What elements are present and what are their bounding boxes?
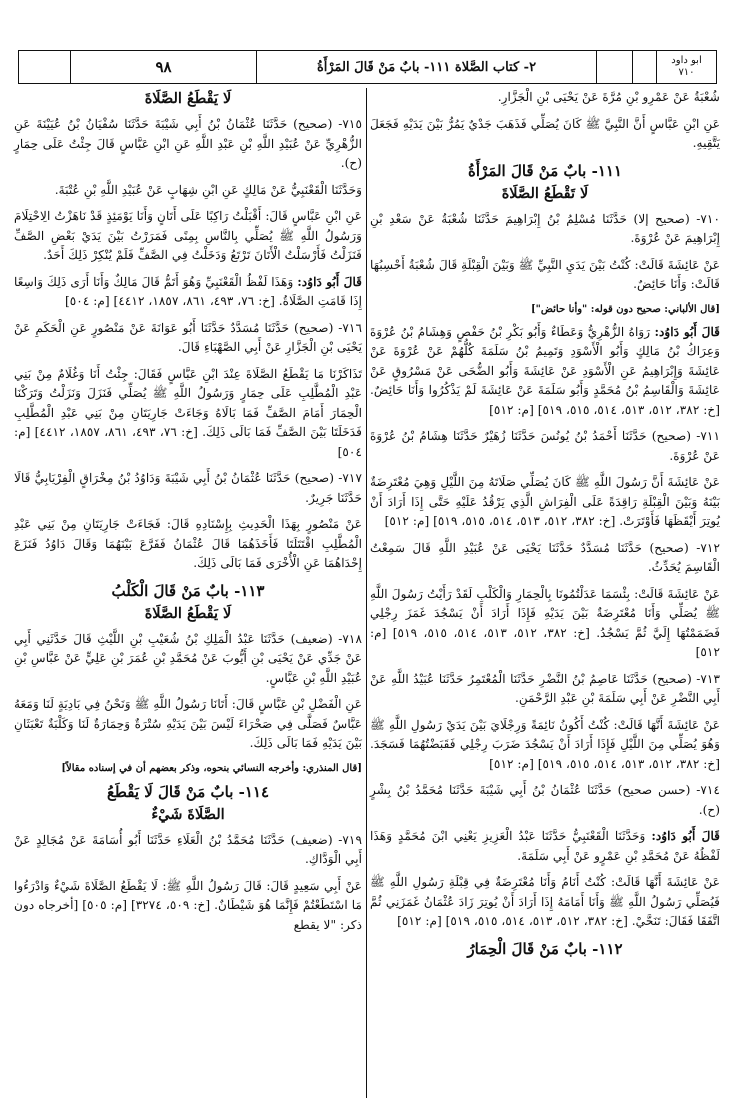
header-empty-cell <box>632 51 656 83</box>
chapter-title: ١١١- بابٌ مَنْ قَالَ المَرْأَةُ <box>468 161 622 180</box>
hadith-chain: وَحَدَّثَنَا الْقَعْنَبِيُّ عَنْ مَالِكٍ عَنِ ابْنِ شِهَابٍ عَنْ عُبَيْدِ اللَّهِ بْنِ عُتْبَةَ. <box>54 182 362 197</box>
header-hadith-range: ٧١٠ <box>678 67 695 78</box>
header-empty-cell <box>19 51 70 83</box>
chapter-title: ١١٤- بابٌ مَنْ قَالَ لَا يَقْطَعُ <box>106 782 270 801</box>
footnote: [قال المنذري: وأخرجه النسائي بنحوه، وذكر بعضهم أن في إسناده مقالاً] <box>61 762 362 774</box>
hadith-text: عَنِ ابْنِ عَبَّاسٍ قَالَ: أَقْبَلْتُ رَاكِبًا عَلَى أَتَانٍ وَأَنَا يَوْمَئِذٍ قَدْ نَاهَزْتُ الِاحْتِلَامَ وَرَسُولُ اللَّهِ ﷺ يُصَلِّي بِالنَّاسِ بِمِنًى فَمَرَرْتُ بَيْنَ يَدَيْ بَعْضِ الصَّفِّ فَنَزَلْتُ فَأَرْسَلْتُ الْأَتَانَ تَرْتَعُ وَدَخَلْتُ فِي الصَّفِّ فَلَمْ يُنْكِرْ ذَلِكَ أَحَدٌ. <box>14 209 362 262</box>
page-header <box>18 50 717 84</box>
hadith-text: عَنْ عَائِشَةَ قَالَتْ: كُنْتُ بَيْنَ يَدَيِ النَّبِيِّ ﷺ وَبَيْنَ الْقِبْلَةِ قَالَ شُعْبَةُ أَحْسِبُهَا قَالَتْ: وَأَنَا حَائِضٌ. <box>370 257 720 291</box>
commentary-text: وَحَدَّثَنَا الْقَعْنَبِيُّ حَدَّثَنَا عَبْدُ الْعَزِيزِ يَعْنِي ابْنَ مُحَمَّدٍ وَهَذَا لَفْظُهُ عَنْ مُحَمَّدِ بْنِ عَمْرٍو عَنْ أَبِي سَلَمَةَ. <box>370 829 720 863</box>
hadith-chain: ٧١٢- (صحيح) حَدَّثَنَا مُسَدَّدٌ حَدَّثَنَا يَحْيَى عَنْ عُبَيْدِ اللَّهِ قَالَ سَمِعْتُ الْقَاسِمَ يُحَدِّثُ. <box>370 540 720 574</box>
hadith-chain: ٧١٨- (ضعيف) حَدَّثَنَا عَبْدُ الْمَلِكِ بْنُ شُعَيْبِ بْنِ اللَّيْثِ قَالَ حَدَّثَنِي أَبِي عَنْ جَدِّي عَنْ يَحْيَى بْنِ أَيُّوبَ عَنْ مُحَمَّدِ بْنِ عُمَرَ بْنِ عَلِيٍّ عَنْ عَبَّاسِ بْنِ عُبَيْدِ اللَّهِ بْنِ عَبَّاسٍ. <box>14 631 362 685</box>
chapter-title: ١١٢- بابٌ مَنْ قَالَ الْحِمَارُ <box>467 939 623 958</box>
chapter-title: ١١٣- بابٌ مَنْ قَالَ الْكَلْبُ <box>111 581 265 600</box>
commentary-text: وَهَذَا لَفْظُ الْقَعْنَبِيِّ وَهُوَ أَتَمُّ قَالَ مَالِكٌ وَأَنَا أَرَى ذَلِكَ وَاسِعًا إِذَا قَامَتِ الصَّلَاةُ. [خ: ٧٦، ٤٩٣، ٨٦١، ١٨٥٧، ٤٤١٢] [م: ٥٠٤] <box>14 274 362 308</box>
header-book-name: ابو داود <box>671 55 702 66</box>
abu-dawud-label: قَالَ أَبُو دَاوُد: <box>651 829 720 843</box>
paragraph: شُعْبَةُ عَنْ عَمْرِو بْنِ مُرَّةَ عَنْ يَحْيَى بْنِ الْجَزَّارِ. <box>497 90 720 104</box>
commentary <box>370 827 720 866</box>
hadith-text: عَنْ عَائِشَةَ أَنَّهَا قَالَتْ: كُنْتُ أَكُونُ نَائِمَةً وَرِجْلَايَ بَيْنَ يَدَيْ رَسُولِ اللَّهِ ﷺ وَهُوَ يُصَلِّي مِنَ اللَّيْلِ فَإِذَا أَرَادَ أَنْ يَسْجُدَ ضَرَبَ رِجْلِي فَقَبَضْتُهُمَا فَسَجَدَ. [خ: ٣٨٢، ٥١٢، ٥١٣، ٥١٤، ٥١٥، ٥١٩] [م: ٥١٢] <box>370 717 720 771</box>
page-number: ٩٨ <box>70 51 256 83</box>
abu-dawud-label: قَالَ أَبُو دَاوُد: <box>654 324 720 339</box>
paragraph: عَنِ ابْنِ عَبَّاسٍ أَنَّ النَّبِيَّ ﷺ كَانَ يُصَلِّي فَذَهَبَ جَدْيٌ يَمُرُّ بَيْنَ يَدَيْهِ فَجَعَلَ يَتَّقِيهِ. <box>370 116 720 150</box>
hadith-chain: ٧١٥- (صحيح) حَدَّثَنَا عُثْمَانُ بْنُ أَبِي شَيْبَةَ حَدَّثَنَا سُفْيَانُ بْنُ عُيَيْنَةَ عَنِ الزُّهْرِيِّ عَنْ عُبَيْدِ اللَّهِ بْنِ عَبْدِ اللَّهِ عَنِ ابْنِ عَبَّاسٍ قَالَ جِئْتُ عَلَى حِمَارٍ (ح). <box>14 117 362 170</box>
hadith-text: عَنْ عَائِشَةَ قَالَتْ: بِئْسَمَا عَدَلْتُمُونَا بِالْحِمَارِ وَالْكَلْبِ لَقَدْ رَأَيْتُ رَسُولَ اللَّهِ ﷺ يُصَلِّي وَأَنَا مُعْتَرِضَةٌ بَيْنَ يَدَيْهِ فَإِذَا أَرَادَ أَنْ يَسْجُدَ غَمَزَ رِجْلِي فَضَمَمْتُهَا إِلَيَّ ثُمَّ يَسْجُدُ. [خ: ٣٨٢، ٥١٢، ٥١٣، ٥١٤، ٥١٥، ٥١٩] [م: ٥١٢] <box>370 586 721 659</box>
header-book-cell <box>656 51 716 83</box>
hadith-chain: ٧١٧- (صحيح) حَدَّثَنَا عُثْمَانُ بْنُ أَبِي شَيْبَةَ وَدَاوُدُ بْنُ مِخْرَاقٍ الْفِرْيَابِيُّ قَالَا حَدَّثَنَا جَرِيرٌ. <box>14 471 362 505</box>
chapter-subtitle: لَا يَقْطَعُ الصَّلَاةَ <box>144 90 232 107</box>
hadith-chain: ٧١٩- (ضعيف) حَدَّثَنَا مُحَمَّدُ بْنُ الْعَلَاءِ حَدَّثَنَا أَبُو أُسَامَةَ عَنْ مُجَالِدٍ عَنْ أَبِي الْوَدَّاكِ. <box>14 832 362 866</box>
hadith-text: عَنْ عَائِشَةَ أَنَّهَا قَالَتْ: كُنْتُ أَنَامُ وَأَنَا مُعْتَرِضَةٌ فِي قِبْلَةِ رَسُولِ اللَّهِ ﷺ فَيُصَلِّي رَسُولُ اللَّهِ ﷺ وَأَنَا أَمَامَهُ إِذَا أَرَادَ أَنْ يُوتِرَ زَادَ عُثْمَانُ غَمَزَنِي ثُمَّ اتَّفَقَا فَقَالَ: تَنَحَّيْ. [خ: ٣٨٢، ٥١٢، ٥١٣، ٥١٤، ٥١٥، ٥١٩] [م: ٥١٢] <box>370 875 720 928</box>
hadith-text: عَنِ الْفَضْلِ بْنِ عَبَّاسٍ قَالَ: أَتَانَا رَسُولُ اللَّهِ ﷺ وَنَحْنُ فِي بَادِيَةٍ لَنَا وَمَعَهُ عَبَّاسٌ فَصَلَّى فِي صَحْرَاءَ لَيْسَ بَيْنَ يَدَيْهِ سُتْرَةٌ وَحِمَارَةٌ لَنَا وَكَلْبَةٌ تَعْبَثَانِ بَيْنَ يَدَيْهِ فَمَا بَالَى ذَلِكَ. <box>14 697 362 750</box>
header-title: ٢- كتاب الصَّلاة ١١١- بابٌ مَنْ قَالَ المَرْأَةُ <box>256 51 596 83</box>
hadith-chain: ٧١٣- (صحيح) حَدَّثَنَا عَاصِمُ بْنُ النَّضْرِ حَدَّثَنَا الْمُعْتَمِرُ حَدَّثَنَا عُبَيْدُ اللَّهِ عَنْ أَبِي النَّضْرِ عَنْ أَبِي سَلَمَةَ بْنِ عَبْدِ الرَّحْمَنِ. <box>370 671 720 705</box>
hadith-chain: ٧١١- (صحيح) حَدَّثَنَا أَحْمَدُ بْنُ يُونُسَ حَدَّثَنَا زُهَيْرٌ حَدَّثَنَا هِشَامُ بْنُ عُرْوَةَ عَنْ عُرْوَةَ. <box>370 429 720 463</box>
hadith-text: عَنْ عَائِشَةَ أَنَّ رَسُولَ اللَّهِ ﷺ كَانَ يُصَلِّي صَلَاتَهُ مِنَ اللَّيْلِ وَهِيَ مُعْتَرِضَةٌ بَيْنَهُ وَبَيْنَ الْقِبْلَةِ رَاقِدَةً عَلَى الْفِرَاشِ الَّذِي يَرْقُدُ عَلَيْهِ حَتَّى إِذَا أَرَادَ أَنْ يُوتِرَ أَيْقَظَهَا فَأَوْتَرَتْ. [خ: ٣٨٢، ٥١٢، ٥١٣، ٥١٤، ٥١٥، ٥١٩] [م: ٥١٢] <box>370 475 720 528</box>
hadith-chain: ٧١٠- (صحيح إلا) حَدَّثَنَا مُسْلِمُ بْنُ إِبْرَاهِيمَ حَدَّثَنَا شُعْبَةُ عَنْ سَعْدِ بْنِ إِبْرَاهِيمَ عَنْ عُرْوَةَ. <box>370 211 720 245</box>
hadith-chain: ٧١٦- (صحيح) حَدَّثَنَا مُسَدَّدٌ حَدَّثَنَا أَبُو عَوَانَةَ عَنْ مَنْصُورٍ عَنِ الْحَكَمِ عَنْ يَحْيَى بْنِ الْجَزَّارِ عَنْ أَبِي الصَّهْبَاءِ قَالَ. <box>14 320 362 354</box>
left-column <box>14 88 362 942</box>
column-divider <box>366 88 367 1098</box>
header-empty-cell <box>596 51 632 83</box>
chapter-subtitle: لَا تَقْطَعُ الصَّلَاةَ <box>501 184 589 202</box>
commentary <box>370 323 720 421</box>
right-column <box>370 88 720 961</box>
chapter-subtitle: لَا يَقْطَعُ الصَّلَاةَ <box>144 604 232 622</box>
hadith-text: عَنْ أَبِي سَعِيدٍ قَالَ: قَالَ رَسُولُ اللَّهِ ﷺ: لَا يَقْطَعُ الصَّلَاةَ شَيْءٌ وَادْرَءُوا مَا اسْتَطَعْتُمْ فَإِنَّمَا هُوَ شَيْطَانٌ. [خ: ٥٠٩، ٣٢٧٤] [م: ٥٠٥] [أخرجاه دون ذكر: "لا يقطع <box>14 878 362 932</box>
footnote: [قال الألباني: صحيح دون قوله: "وأنا حائض"] <box>530 303 720 315</box>
hadith-text: تَذَاكَرْنَا مَا يَقْطَعُ الصَّلَاةَ عِنْدَ ابْنِ عَبَّاسٍ فَقَالَ: جِئْتُ أَنَا وَغُلَامٌ مِنْ بَنِي عَبْدِ الْمُطَّلِبِ عَلَى حِمَارٍ وَرَسُولُ اللَّهِ ﷺ يُصَلِّي فَنَزَلَ وَنَزَلْتُ وَتَرَكْنَا الْحِمَارَ أَمَامَ الصَّفِّ فَمَا بَالَاهُ وَجَاءَتْ جَارِيَتَانِ مِنْ بَنِي عَبْدِ الْمُطَّلِبِ فَدَخَلَتَا بَيْنَ الصَّفِّ فَمَا بَالَى ذَلِكَ. [خ: ٧٦، ٤٩٣، ٨٦١، ١٨٥٧، ٤٤١٢] [م: ٥٠٤] <box>14 366 363 459</box>
commentary <box>14 273 362 312</box>
commentary-text: رَوَاهُ الزُّهْرِيُّ وَعَطَاءٌ وَأَبُو بَكْرِ بْنُ حَفْصٍ وَهِشَامُ بْنُ عُرْوَةَ وَعِرَاكُ بْنُ مَالِكٍ وَأَبُو الْأَسْوَدِ وَتَمِيمُ بْنُ سَلَمَةَ كُلُّهُمْ عَنْ عُرْوَةَ عَنْ عَائِشَةَ وَإِبْرَاهِيمُ عَنِ الْأَسْوَدِ عَنْ عَائِشَةَ وَأَبُو الضُّحَى عَنْ مَسْرُوقٍ عَنْ عَائِشَةَ وَالْقَاسِمُ بْنُ مُحَمَّدٍ وَأَبُو سَلَمَةَ عَنْ عَائِشَةَ لَمْ يَذْكُرُوا وَأَنَا حَائِضٌ. [خ: ٣٨٢، ٥١٢، ٥١٣، ٥١٤، ٥١٥، ٥١٩] [م: ٥١٢] <box>370 324 720 417</box>
chapter-subtitle: الصَّلَاةَ شَيْءٌ <box>151 805 225 823</box>
hadith-text: عَنْ مَنْصُورٍ بِهَذَا الْحَدِيثِ بِإِسْنَادِهِ قَالَ: فَجَاءَتْ جَارِيَتَانِ مِنْ بَنِي عَبْدِ الْمُطَّلِبِ اقْتَتَلَتَا فَأَخَذَهُمَا قَالَ عُثْمَانُ فَفَرَّعَ بَيْنَهُمَا وَقَالَ دَاوُدُ فَنَزَعَ إِحْدَاهُمَا عَنِ الْأُخْرَى فَمَا بَالَى ذَلِكَ. <box>14 517 362 570</box>
abu-dawud-label: قَالَ أَبُو دَاوُد: <box>297 274 362 289</box>
hadith-chain: ٧١٤- (حسن صحيح) حَدَّثَنَا عُثْمَانُ بْنُ أَبِي شَيْبَةَ حَدَّثَنَا مُحَمَّدُ بْنُ بِشْرٍ (ح). <box>370 783 720 817</box>
